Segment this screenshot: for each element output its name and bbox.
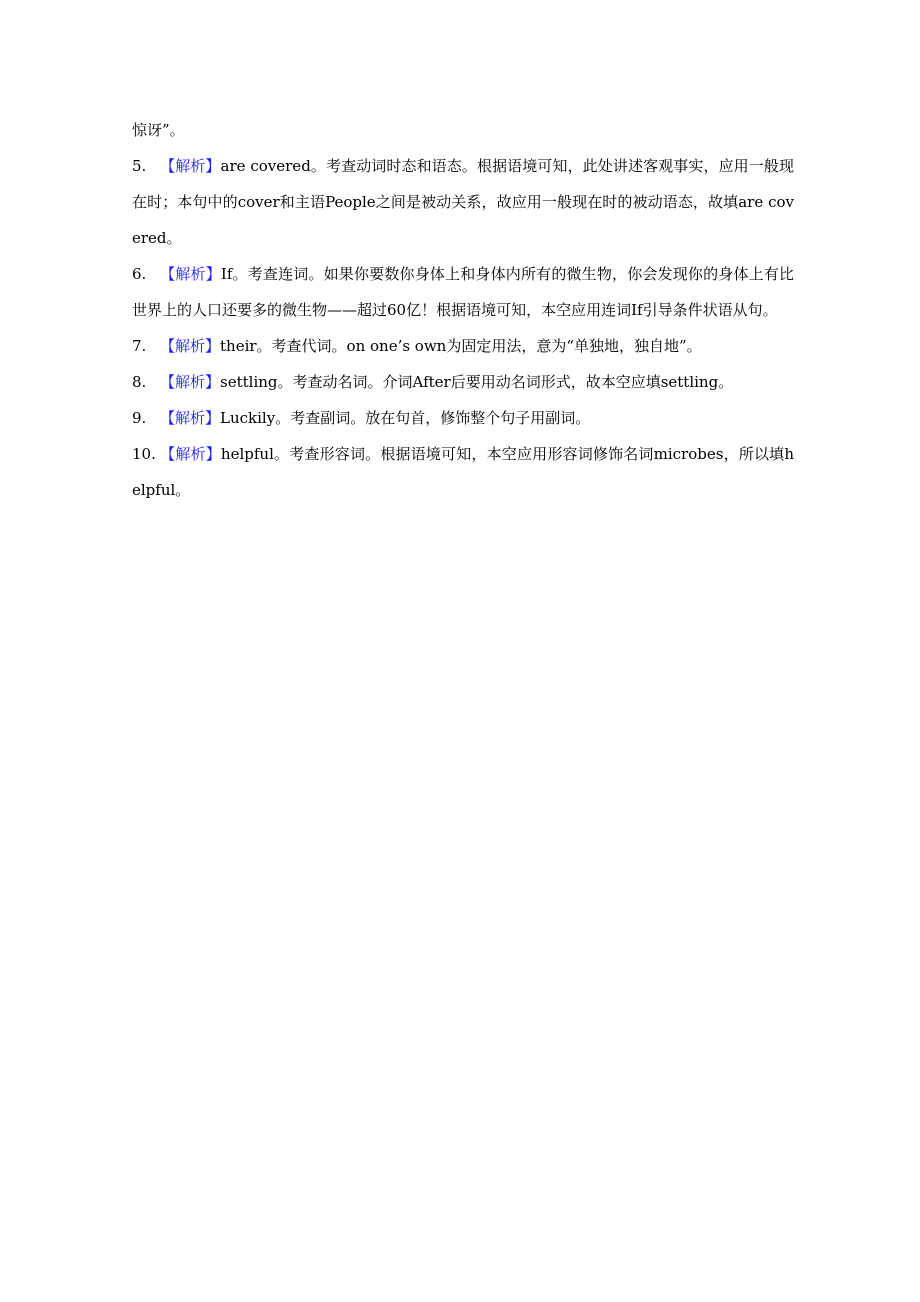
analysis-tag: 【解析】 [160,409,221,427]
analysis-tag: 【解析】 [160,265,221,283]
answer-item-7 [132,328,794,364]
answer-item-10 [132,436,794,508]
continued-line: 惊讶”。 [132,121,185,139]
analysis-tag: 【解析】 [160,373,221,391]
item-text: settling。考查动名词。介词After后要用动名词形式，故本空应填settling。 [220,373,734,391]
item-text: their。考查代词。on one’s own为固定用法，意为“单独地，独自地”。 [220,337,702,355]
item-number: 8. [132,373,147,391]
item-number: 10. [132,445,156,463]
item-number: 6. [132,265,147,283]
item-text: helpful。考查形容词。根据语境可知，本空应用形容词修饰名词microbes，所以填helpful。 [132,445,794,499]
answer-explanations [132,112,794,508]
item-text: are covered。考查动词时态和语态。根据语境可知，此处讲述客观事实，应用一般现在时；本句中的cover和主语People之间是被动关系，故应用一般现在时的被动语态，故填are covered。 [132,157,794,247]
answer-item-9 [132,400,794,436]
item-number: 9. [132,409,147,427]
item-text: Luckily。考查副词。放在句首，修饰整个句子用副词。 [220,409,591,427]
analysis-tag: 【解析】 [160,445,221,463]
item-number: 5. [132,157,147,175]
answer-item-8 [132,364,794,400]
item-text: If。考查连词。如果你要数你身体上和身体内所有的微生物，你会发现你的身体上有比世界上的人口还要多的微生物——超过60亿！根据语境可知，本空应用连词If引导条件状语从句。 [132,265,794,319]
answer-item-5 [132,148,794,256]
answer-item-6 [132,256,794,328]
analysis-tag: 【解析】 [160,337,221,355]
item-number: 7. [132,337,147,355]
analysis-tag: 【解析】 [160,157,221,175]
